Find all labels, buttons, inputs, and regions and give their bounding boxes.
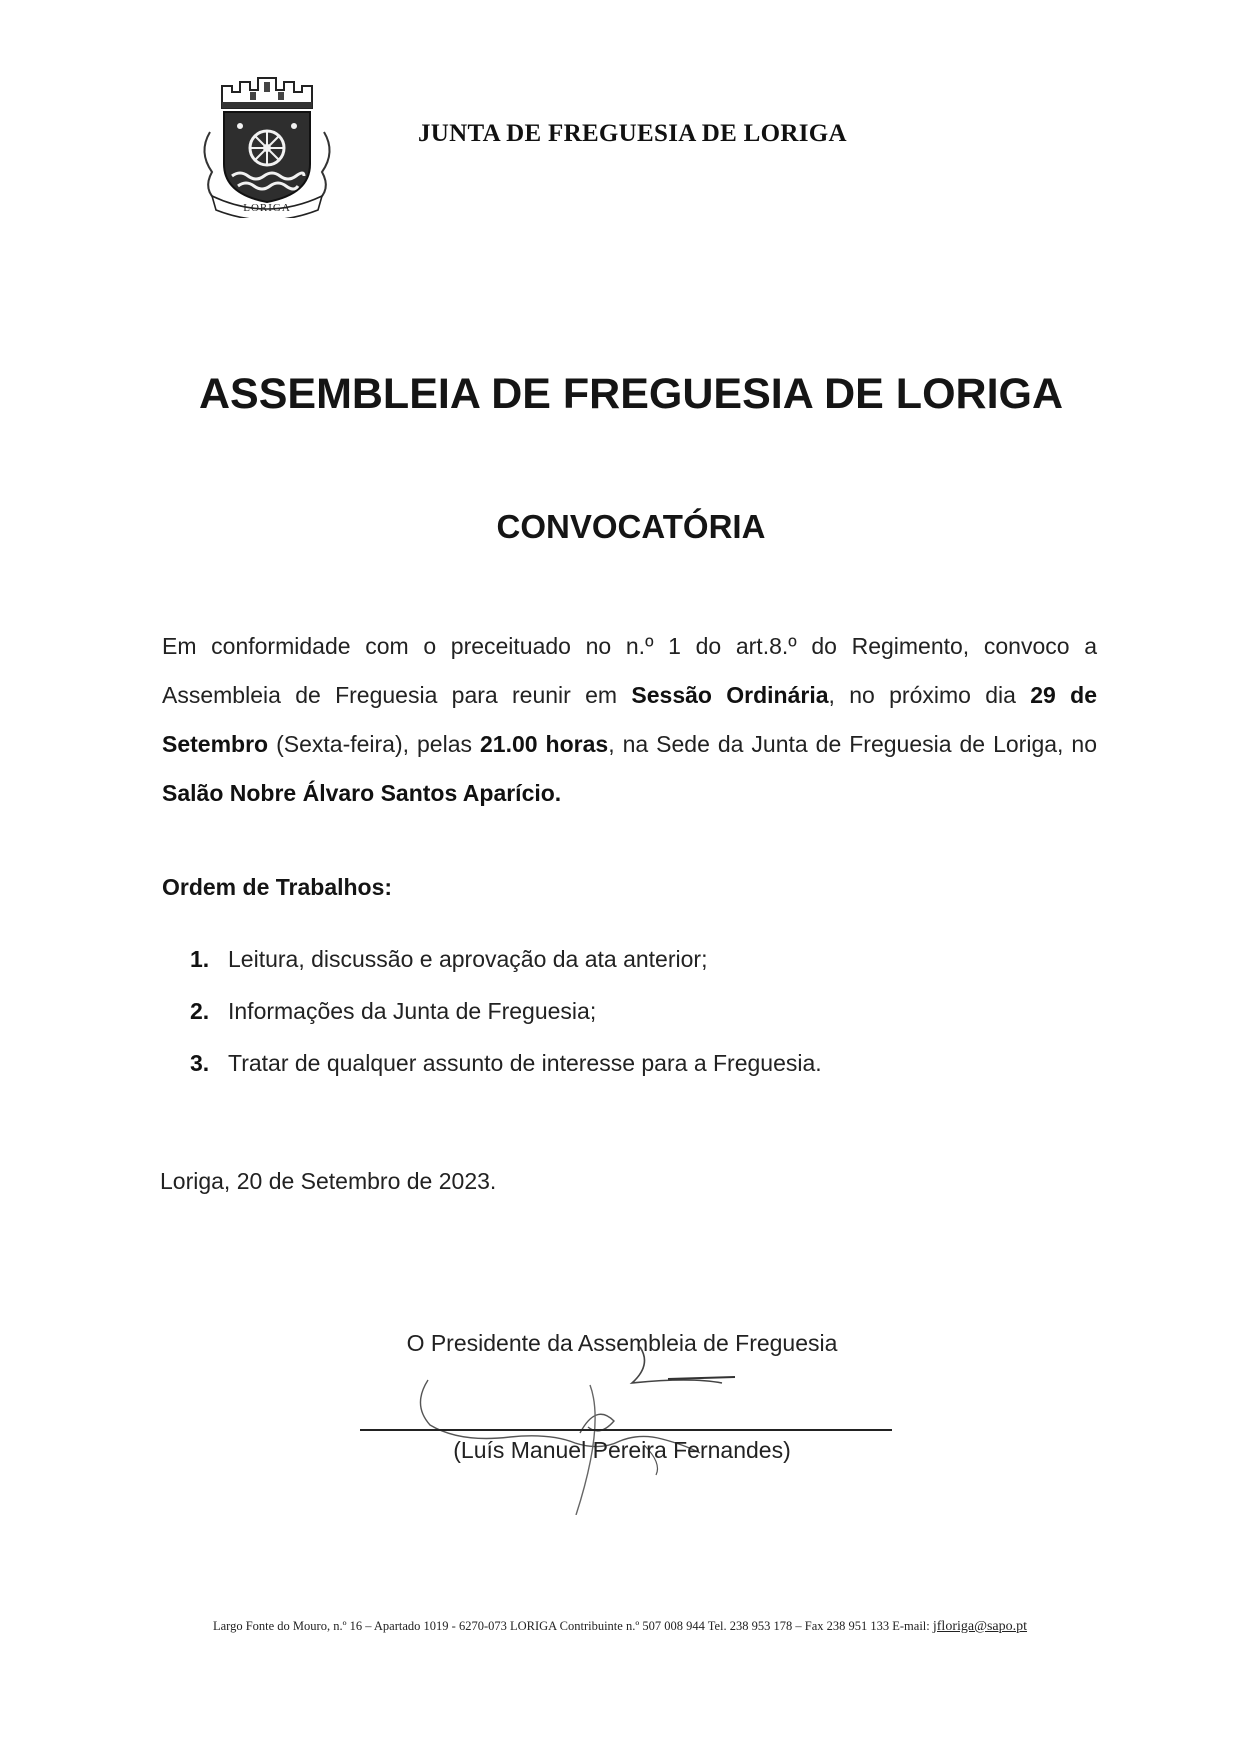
assembly-title: ASSEMBLEIA DE FREGUESIA DE LORIGA [198, 370, 1064, 418]
agenda-item-number: 2. [190, 998, 210, 1024]
body-text-part: , no próximo dia [828, 682, 1016, 708]
signatory-name: (Luís Manuel Pereira Fernandes) [453, 1437, 791, 1463]
body-text-part: Em conformidade com o preceituado no n.º 1 do art.8.º do Regimento, convoco a Assembleia de Freguesia para reunir em [162, 633, 1097, 708]
footer-email: jfloriga@sapo.pt [932, 1619, 1028, 1634]
meeting-venue: Salão Nobre Álvaro Santos Aparício. [162, 780, 562, 806]
agenda-item-number: 3. [190, 1050, 210, 1076]
handwritten-signature [400, 1325, 840, 1515]
document-type: CONVOCATÓRIA [496, 508, 766, 545]
agenda-item [190, 985, 822, 1037]
agenda-item [190, 933, 822, 985]
organization-name: JUNTA DE FREGUESIA DE LORIGA [418, 120, 847, 147]
meeting-date: 29 de Setembro [162, 682, 1097, 757]
agenda-item-text: Tratar de qualquer assunto de interesse para a Freguesia. [228, 1050, 822, 1076]
agenda-item-number: 1. [190, 946, 210, 972]
svg-text:LORIGA: LORIGA [243, 202, 291, 214]
body-text-part: (Sexta-feira), pelas [276, 731, 472, 757]
session-type: Sessão Ordinária [631, 682, 829, 708]
agenda-item-text: Informações da Junta de Freguesia; [228, 998, 597, 1024]
convocation-paragraph [162, 622, 1097, 818]
body-text-part: , na Sede da Junta de Freguesia de Loriga, no [608, 731, 1097, 757]
signatory-role: O Presidente da Assembleia de Freguesia [406, 1330, 838, 1356]
coat-of-arms-icon [192, 72, 342, 218]
place-and-date: Loriga, 20 de Setembro de 2023. [160, 1168, 497, 1194]
crest-logo [192, 72, 342, 218]
footer-address: Largo Fonte do Mouro, n.º 16 – Apartado 1019 - 6270-073 LORIGA Contribuinte n.º 507 008 944 Tel. 238 953 178 – Fax 238 951 133 E-mail: [212, 1619, 930, 1633]
agenda-heading: Ordem de Trabalhos: [162, 874, 393, 900]
agenda-item [190, 1037, 822, 1089]
agenda-item-text: Leitura, discussão e aprovação da ata anterior; [228, 946, 708, 972]
footer-contact [0, 1619, 1240, 1635]
meeting-time: 21.00 horas [480, 731, 609, 757]
agenda-list [190, 933, 822, 1089]
signature-line [360, 1429, 892, 1431]
